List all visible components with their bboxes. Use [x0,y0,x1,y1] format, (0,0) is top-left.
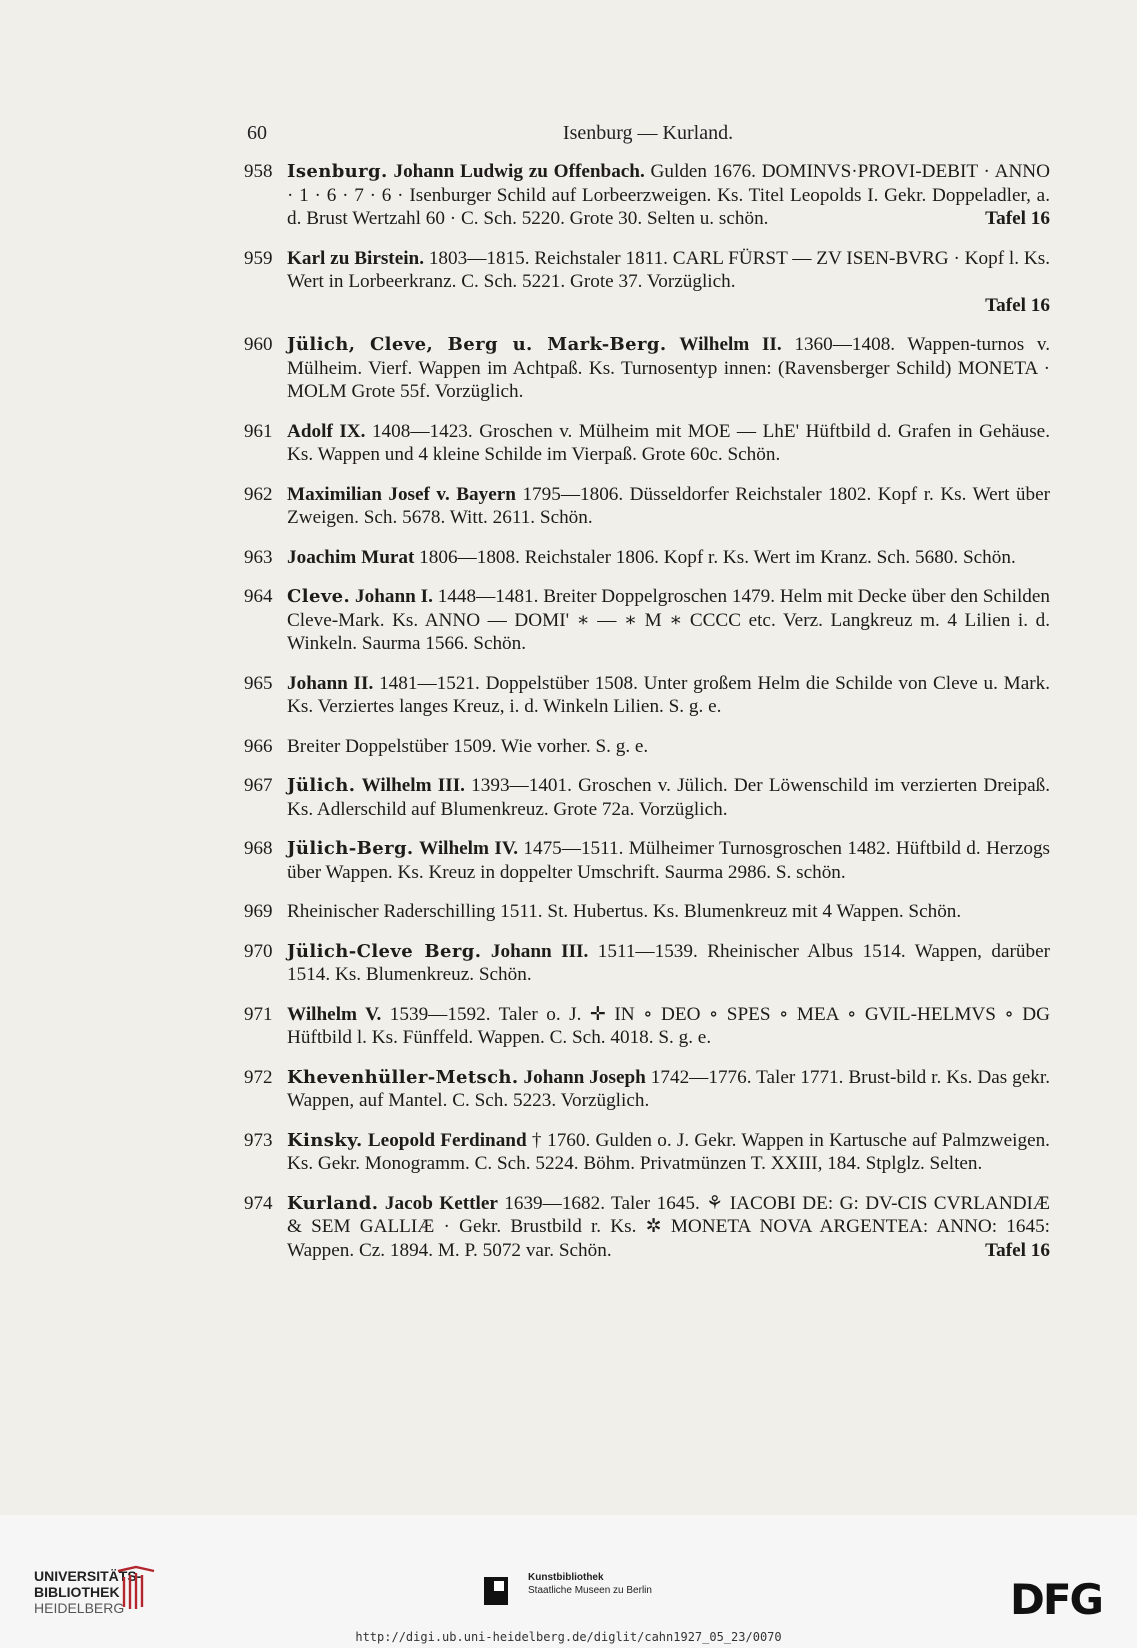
entry-ruler: Johann I. [355,586,433,607]
plate-reference: Tafel 16 [985,294,1050,316]
entry-description: Rheinischer Raderschilling 1511. St. Hubertus. Ks. Blumenkreuz mit 4 Wappen. Schön. [287,901,962,922]
entry-number: 967 [244,775,273,796]
entry-description: 1539—1592. Taler o. J. ✛ IN ∘ DEO ∘ SPES ∘ MEA ∘ GVIL-HELMVS ∘ DG Hüftbild l. Ks. Fünffeld. Wappen. C. Sch. 4018. S. g. e. [287,1003,1050,1048]
entry-description: 1639—1682. Taler 1645. ⚘ IACOBI DE: G: DV-CIS CVRLANDIÆ & SEM GALLIÆ · Gekr. Brustbild r. Ks. ✲ MONETA NOVA ARGENTEA: ANNO: 1645: Wappen. Cz. 1894. M. P. 5072 var. Schön. [287,1192,1050,1261]
catalog-entry [244,672,1050,719]
kunstbibliothek-mark-icon [484,1577,508,1605]
entry-ruler: Wilhelm IV. [418,838,519,859]
catalog-entry [244,483,1050,530]
entry-ruler: Jacob Kettler [384,1192,498,1214]
entry-ruler: Wilhelm II. [679,334,782,355]
entry-dynasty: Jülich. [287,775,356,796]
dfg-logo[interactable]: DFG [1010,1575,1103,1624]
permalink-url[interactable]: http://digi.ub.uni-heidelberg.de/diglit/cahn1927_05_23/0070 [355,1630,782,1644]
entry-dynasty: Isenburg. [287,161,388,182]
entry-description: 1481—1521. Doppelstüber 1508. Unter großem Helm die Schilde von Cleve u. Mark. Ks. Verziertes langes Kreuz, i. d. Winkeln Lilien. S. g. e. [287,672,1050,717]
ub-logo-line1: UNIVERSITÄTS- [34,1568,142,1584]
catalog-entry [244,160,1050,231]
entry-ruler: Leopold Ferdinand [367,1129,527,1151]
entry-number: 960 [244,334,273,355]
catalog-entry [244,900,1050,924]
entry-dynasty: Jülich, Cleve, Berg u. Mark-Berg. [287,334,667,355]
entry-description: 1795—1806. Düsseldorfer Reichstaler 1802. Kopf r. Ks. Wert über Zweigen. Sch. 5678. Witt. 2611. Schön. [287,483,1050,528]
entry-number: 974 [244,1192,273,1214]
kb-line2: Staatliche Museen zu Berlin [528,1585,652,1596]
entry-ruler: Maximilian Josef v. Bayern [287,483,516,505]
catalog-entry [244,333,1050,404]
footer [0,1515,1137,1648]
entry-ruler: Wilhelm III. [361,775,465,796]
entry-ruler: Joachim Murat [287,546,415,568]
catalog-entry [244,774,1050,821]
catalog-entry [244,1192,1050,1263]
catalog-entry [244,837,1050,884]
entry-number: 970 [244,940,273,962]
entry-description: 1393—1401. Groschen v. Jülich. Der Löwenschild im verzierten Dreipaß. Ks. Adlerschild auf Blumenkreuz. Grote 72a. Vorzüglich. [287,775,1051,820]
entry-number: 971 [244,1003,273,1025]
entry-description: 1742—1776. Taler 1771. Brust-bild r. Ks. Das gekr. Wappen, auf Mantel. C. Sch. 5223. Vorzüglich. [287,1066,1050,1111]
entry-description: 1408—1423. Groschen v. Mülheim mit MOE — LhE' Hüftbild d. Grafen in Gehäuse. Ks. Wappen und 4 kleine Schilde im Vierpaß. Grote 60c. Schön. [287,420,1050,465]
entry-dynasty: Cleve. [287,586,351,607]
entry-description: Gulden 1676. DOMINVS·PROVI-DEBIT · ANNO · 1 · 6 · 7 · 6 · Isenburger Schild auf Lorbeerzweigen. Ks. Titel Leopolds I. Gekr. Doppeladler, a. d. Brust Wertzahl 60 · C. Sch. 5220. Grote 30. Selten u. schön. [287,161,1051,229]
entry-ruler: Wilhelm V. [287,1003,382,1025]
entry-number: 966 [244,735,273,757]
entry-number: 962 [244,483,273,505]
entry-number: 961 [244,420,273,442]
entry-ruler: Johann III. [490,940,589,962]
catalog-entry [244,420,1050,467]
kb-line1: Kunstbibliothek [528,1572,604,1583]
catalog-entry [244,1129,1050,1176]
entry-description: 1803—1815. Reichstaler 1811. CARL FÜRST — ZV ISEN-BVRG · Kopf l. Ks. Wert in Lorbeerkranz. C. Sch. 5221. Grote 37. Vorzüglich. [287,247,1050,292]
entry-dynasty: Kinsky. [287,1129,363,1151]
entry-number: 968 [244,838,273,859]
catalog-entry [244,1066,1050,1113]
entry-number: 973 [244,1129,273,1151]
entry-ruler: Adolf IX. [287,420,366,442]
ub-heidelberg-mark-icon [114,1565,158,1611]
entry-ruler: Johann Ludwig zu Offenbach. [393,161,645,182]
entry-dynasty: Kurland. [287,1192,379,1214]
entry-description: 1448—1481. Breiter Doppelgroschen 1479. Helm mit Decke über den Schilden Cleve-Mark. Ks. ANNO — DOMI' ∗ — ∗ M ∗ CCCC etc. Verz. Langkreuz m. 4 Lilien i. d. Winkeln. Saurma 1566. Schön. [287,586,1051,654]
entry-dynasty: Jülich-Berg. [287,838,414,859]
plate-reference: Tafel 16 [985,1239,1050,1261]
entry-number: 958 [244,161,273,182]
entry-description: 1475—1511. Mülheimer Turnosgroschen 1482. Hüftbild d. Herzogs über Wappen. Ks. Kreuz in doppelter Umschrift. Saurma 2986. S. schön. [287,838,1050,883]
entry-number: 969 [244,901,273,922]
entry-description: 1806—1808. Reichstaler 1806. Kopf r. Ks. Wert im Kranz. Sch. 5680. Schön. [414,546,1016,568]
entry-description: † 1760. Gulden o. J. Gekr. Wappen in Kartusche auf Palmzweigen. Ks. Gekr. Monogramm. C. Sch. 5224. Böhm. Privatmünzen T. XXIII, 184. Stplglz. Selten. [287,1129,1050,1174]
ub-logo-line2: BIBLIOTHEK [34,1584,120,1600]
page-number: 60 [247,122,267,144]
entry-ruler: Karl zu Birstein. [287,247,425,269]
plate-reference: Tafel 16 [985,208,1050,229]
entry-number: 959 [244,247,273,269]
entry-ruler: Johann Joseph [523,1066,646,1088]
entry-description: 1511—1539. Rheinischer Albus 1514. Wappen, darüber 1514. Ks. Blumenkreuz. Schön. [287,940,1050,985]
ub-logo-line3: HEIDELBERG [34,1600,125,1616]
catalog-entries [244,160,1050,1278]
entry-dynasty: Khevenhüller-Metsch. [287,1066,519,1088]
entry-number: 964 [244,586,273,607]
catalog-entry [244,735,1050,759]
page-title: Isenburg — Kurland. [562,122,734,144]
entry-number: 972 [244,1066,273,1088]
catalog-entry [244,546,1050,570]
catalog-entry [244,1003,1050,1050]
entry-description: 1360—1408. Wappen-turnos v. Mülheim. Vierf. Wappen im Achtpaß. Ks. Turnosentyp innen: (Ravensberger Schild) MONETA · MOLM Grote 55f. Vorzüglich. [287,334,1051,402]
entry-description: Breiter Doppelstüber 1509. Wie vorher. S. g. e. [287,735,649,757]
catalog-entry [244,940,1050,987]
catalog-entry [244,247,1050,318]
catalog-entry [244,585,1050,656]
entry-dynasty: Jülich-Cleve Berg. [287,940,482,962]
entry-ruler: Johann II. [287,672,374,694]
entry-number: 963 [244,546,273,568]
entry-number: 965 [244,672,273,694]
